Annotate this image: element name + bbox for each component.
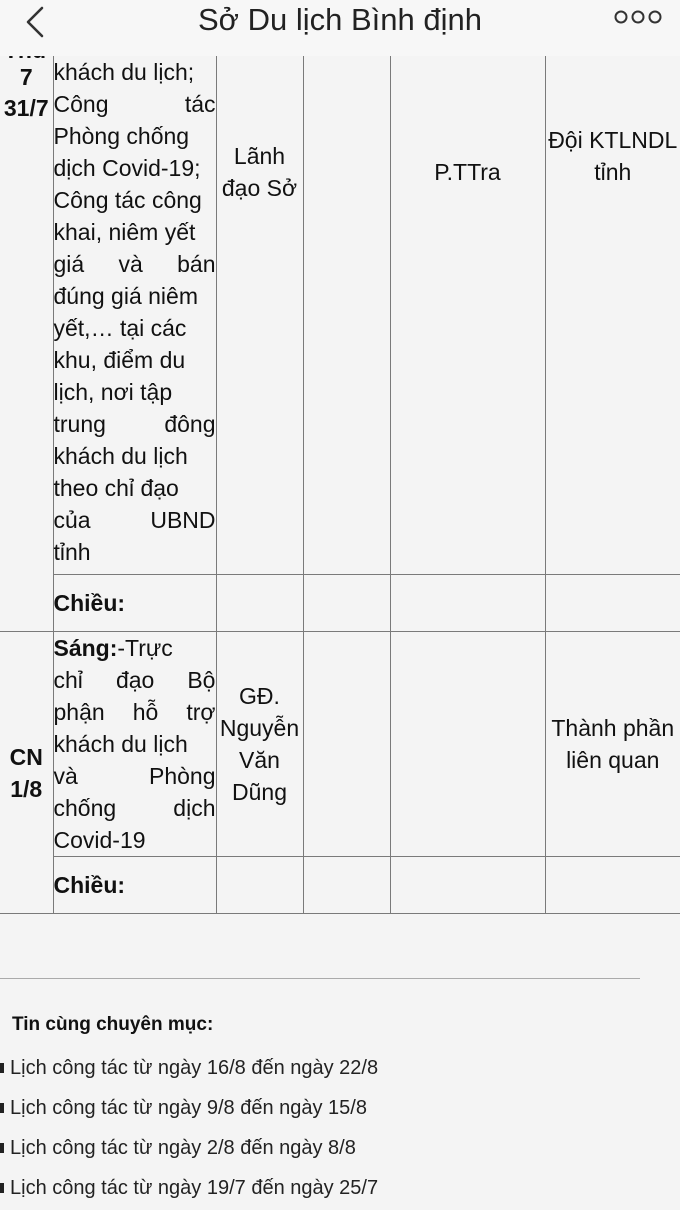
content-cell xyxy=(53,632,216,857)
day-label: CN xyxy=(0,741,53,773)
content-line: Công tác công xyxy=(54,184,216,216)
empty-cell xyxy=(390,575,545,632)
leader-text: Lãnh đạo Sở xyxy=(217,56,303,204)
content-line: và Phòng xyxy=(54,760,216,792)
afternoon-cell xyxy=(53,857,216,914)
empty-cell xyxy=(303,56,390,575)
related-link[interactable] xyxy=(0,1170,680,1210)
content-line: khách du lịch; xyxy=(54,56,216,88)
related-link[interactable] xyxy=(0,1050,680,1090)
empty-cell xyxy=(545,575,680,632)
empty-cell xyxy=(303,857,390,914)
content-line: yết,… tại các xyxy=(54,312,216,344)
content-line: khách du lịch xyxy=(54,728,216,760)
content-line: Phòng chống xyxy=(54,120,216,152)
leader-cell xyxy=(216,56,303,575)
empty-cell xyxy=(545,857,680,914)
participants-cell xyxy=(545,632,680,857)
bullet-icon xyxy=(0,1183,4,1193)
related-link-text: Lịch công tác từ ngày 16/8 đến ngày 22/8 xyxy=(10,1057,378,1079)
content-line: khai, niêm yết xyxy=(54,216,216,248)
page-title: Sở Du lịch Bình định xyxy=(0,0,680,44)
related-link-text: Lịch công tác từ ngày 2/8 đến ngày 8/8 xyxy=(10,1137,356,1159)
day-date: 31/7 xyxy=(0,92,53,124)
bullet-icon xyxy=(0,1103,4,1113)
content-line: Sáng:-Trực xyxy=(54,632,216,664)
empty-cell xyxy=(390,857,545,914)
content-text xyxy=(54,632,216,856)
afternoon-cell xyxy=(53,575,216,632)
content-text xyxy=(54,56,216,568)
content-cell xyxy=(53,56,216,575)
morning-label: Sáng: xyxy=(54,635,118,661)
content-line: chống dịch xyxy=(54,792,216,824)
related-link-text: Lịch công tác từ ngày 19/7 đến ngày 25/7 xyxy=(10,1177,378,1199)
content-line: chỉ đạo Bộ xyxy=(54,664,216,696)
leader-cell xyxy=(216,632,303,857)
empty-cell xyxy=(216,857,303,914)
day-date: 1/8 xyxy=(0,773,53,805)
content-line: lịch, nơi tập xyxy=(54,376,216,408)
schedule-table xyxy=(0,56,680,914)
bullet-icon xyxy=(0,1143,4,1153)
table-row xyxy=(0,632,680,857)
department-text: P.TTra xyxy=(391,56,545,188)
bullet-icon xyxy=(0,1063,4,1073)
content-line: dịch Covid-19; xyxy=(54,152,216,184)
related-link[interactable] xyxy=(0,1130,680,1170)
content-line: trung đông xyxy=(54,408,216,440)
content-line: của UBND xyxy=(54,504,216,536)
content-line: giá và bán xyxy=(54,248,216,280)
content-line: tỉnh xyxy=(54,536,216,568)
more-icon xyxy=(614,6,662,28)
department-cell xyxy=(390,56,545,575)
participants-cell xyxy=(545,56,680,575)
content-line: đúng giá niêm xyxy=(54,280,216,312)
content-line: khách du lịch xyxy=(54,440,216,472)
leader-text: GĐ. Nguyễn Văn Dũng xyxy=(217,632,303,808)
participants-text: Thành phần liên quan xyxy=(546,632,680,776)
content-line: Công tác xyxy=(54,88,216,120)
content-line: phận hỗ trợ xyxy=(54,696,216,728)
content-line: theo chỉ đạo xyxy=(54,472,216,504)
participants-text: Đội KTLNDL tỉnh xyxy=(546,56,680,188)
day-cell xyxy=(0,632,53,914)
afternoon-label: Chiều: xyxy=(54,872,126,898)
afternoon-label: Chiều: xyxy=(54,590,126,616)
empty-cell xyxy=(303,575,390,632)
related-link[interactable] xyxy=(0,1090,680,1130)
more-options-button[interactable] xyxy=(614,6,662,28)
related-heading: Tin cùng chuyên mục: xyxy=(12,1014,213,1036)
content-line: Covid-19 xyxy=(54,824,216,856)
table-row xyxy=(0,56,680,575)
empty-cell xyxy=(216,575,303,632)
empty-cell xyxy=(390,632,545,857)
related-list xyxy=(0,1050,680,1210)
section-divider xyxy=(0,978,640,979)
day-number: 7 xyxy=(0,62,53,92)
related-link-text: Lịch công tác từ ngày 9/8 đến ngày 15/8 xyxy=(10,1097,367,1119)
app-header xyxy=(0,0,680,56)
content-line: khu, điểm du xyxy=(54,344,216,376)
empty-cell xyxy=(303,632,390,857)
table-row xyxy=(0,857,680,914)
day-cell xyxy=(0,56,53,632)
table-row xyxy=(0,575,680,632)
